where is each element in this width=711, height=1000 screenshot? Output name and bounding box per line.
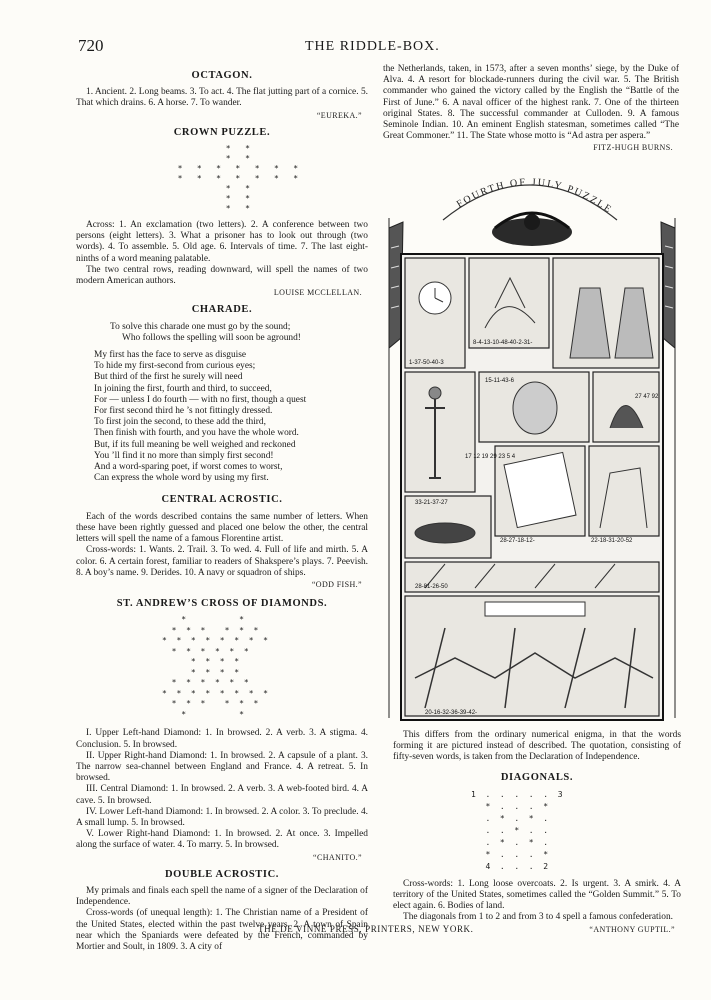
running-head: THE RIDDLE-BOX.: [305, 39, 440, 54]
panel-number-label: 1-37-50-40-3: [409, 360, 444, 366]
diagonals-crosswords: Cross-words: 1. Long loose overcoats. 2. Is urgent. 3. A smirk. 4. A territory of the United States, sometimes called the “Golden Summit.” 5. To elect again. 6. Bodies of land.: [393, 878, 681, 912]
charade-intro-line: Who follows the spelling will soon be aground!: [122, 332, 301, 343]
central-acrostic-signature: “ODD FISH.”: [311, 579, 362, 589]
diagonals-signature: “ANTHONY GUPTIL.”: [589, 924, 675, 934]
central-acrostic-crosswords: Cross-words: 1. Wants. 2. Trail. 3. To wed. 4. Full of life and mirth. 5. A color. 6. A certain forest, familiar to readers of Shakspere’s plays. 7. Peevish. 8. A boy’s name. 9. Derides. 10. A navy or squadron of ships.: [76, 545, 368, 578]
panel-number-label: 28-27-18-12-: [500, 538, 535, 544]
st-andrews-dot-grid: * * * * * * * * * * * * * * * * * * * * * * * * * * * * * * * * * * * * * * * * * * * * * * * * * * * *: [162, 615, 268, 719]
octagon-text: 1. Ancient. 2. Long beams. 3. To act. 4. The flat jutting part of a cornice. 5. That which drains. 6. A horse. 7. To wander.: [76, 87, 368, 109]
poem-line: For — unless I do fourth — with no first, though a quest: [94, 394, 307, 405]
printer-footer: THE DE VINNE PRESS, PRINTERS, NEW YORK.: [258, 924, 474, 934]
poem-line: You ’ll find it no more than simply first second!: [94, 450, 274, 461]
eagle-icon: [492, 213, 572, 246]
charade-poem: [76, 350, 368, 484]
st-andrews-item: V. Lower Right-hand Diamond: 1. In browsed. 2. At once. 3. Impelled along the surface of water. 4. To marry. 5. In browsed.: [76, 829, 368, 851]
diagonals-text: The diagonals from 1 to 2 and from 3 to 4 spell a famous confederation.: [403, 912, 673, 923]
st-andrews-item: III. Central Diamond: 1. In browsed. 2. A verb. 3. A web-footed bird. 4. A cave. 5. In browsed.: [76, 784, 368, 806]
crown-text: Across: 1. An exclamation (two letters). 2. A conference between two persons (eight letters). 3. What a prisoner has to look out through (two words). 4. To assemble. 5. Old age. 6. Intervals of time. 7. The last eight-ninths of a word meaning palatable.: [76, 220, 368, 264]
poem-line: To first join the second, to these add the third,: [94, 417, 266, 428]
charade-title: CHARADE.: [191, 304, 253, 316]
poem-line: My first has the face to serve as disguise: [94, 350, 247, 361]
panel-number-label: 27 47 92: [635, 394, 659, 400]
panel-number-label: 22-18-31-20-52: [591, 538, 633, 544]
st-andrews-item: II. Upper Right-hand Diamond: 1. In browsed. 2. A capsule of a plant. 3. The narrow sea-channel between England and France. 4. A retreat. 5. In browsed.: [76, 750, 368, 784]
octagon-title: OCTAGON.: [191, 70, 253, 81]
poem-line: For first second third he ’s not fittingly dressed.: [94, 406, 273, 417]
panel-number-label: 17 12 19 29 23 5 4: [465, 454, 516, 460]
charade-intro: [76, 322, 368, 344]
crown-text-2: The two central rows, reading downward, will spell the names of two modern American authors.: [76, 264, 368, 287]
double-acrostic-crosswords: Cross-words (of unequal length): 1. The Christian name of a President of the United States, elected within the past twelve years. 2. A town of Spain near which the Spaniards were defeated by the French, commanded by Mortier and Soult, in 1809. 3. A city of: [76, 908, 368, 952]
st-andrews-title: ST. ANDREW’S CROSS OF DIAMONDS.: [116, 598, 328, 610]
panel-number-label: 15-11-43-6: [485, 378, 514, 384]
page-number: 720: [78, 36, 104, 55]
st-andrews-item: I. Upper Left-hand Diamond: 1. In browsed. 2. A verb. 3. A stigma. 4. Conclusion. 5. In browsed.: [76, 728, 368, 750]
poem-line: To hide my first-second from curious eyes;: [94, 361, 256, 372]
right-column: [383, 64, 679, 154]
diagonals-title: DIAGONALS.: [500, 771, 574, 783]
double-acrostic-text: My primals and finals each spell the name of a signer of the Declaration of Independence.: [76, 885, 368, 908]
poem-line: Then finish with fourth, and you have the whole word.: [94, 428, 299, 439]
poem-line: Can express the whole word by using my first.: [94, 473, 269, 484]
double-acrostic-title: DOUBLE ACROSTIC.: [164, 868, 280, 880]
panel-number-label: 8-4-13-10-48-40-2-31-: [473, 340, 533, 346]
panel-number-label: 33-21-37-27: [415, 500, 448, 506]
octagon-signature: “EUREKA.”: [316, 110, 362, 120]
panel-number-label: 28-81-26-50: [415, 584, 448, 590]
crown-dot-grid: * * * * * * * * * * * * * * * * * * * * * * * *: [177, 144, 299, 214]
double-acrostic-signature: FITZ-HUGH BURNS.: [593, 143, 673, 153]
poem-line: And a word-sparing poet, if worst comes to worst,: [94, 462, 283, 473]
charade-intro-line: To solve this charade one must go by the sound;: [110, 321, 291, 332]
st-andrews-signature: “CHANITO.”: [313, 852, 362, 862]
banner-text: FOURTH OF JULY PUZZLE: [454, 176, 615, 217]
poem-line: But, if its full meaning be well weighed and reckoned: [94, 439, 296, 450]
central-acrostic-title: CENTRAL ACROSTIC.: [161, 494, 283, 506]
central-acrostic-text: Each of the words described contains the same number of letters. When these have been rightly guessed and placed one below the other, the central letters will spell the name of a famous Florentine artist.: [76, 511, 368, 545]
double-acrostic-continued: the Netherlands, taken, in 1573, after a seven months’ siege, by the Duke of Alva. 4. A resort for blockade-runners during the civil war. 5. The British commander who gained the victory called by the English the “Battle of the First of June.” 6. A naval officer of the highest rank. 7. One of the thirteen original States. 8. The successful commander at Culloden. 9. A famous Seminole Indian. 10. An eminent English statesman, sometimes called “The Great Commoner.” 11. The State whose motto is “Ad astra per aspera.”: [383, 64, 679, 142]
enigma-note: This differs from the ordinary numerical enigma, in that the words forming it are pictured instead of described. The quotation, consisting of fifty-seven words, is taken from the Declaration of Independence.: [393, 730, 681, 763]
panel-horse: [589, 446, 659, 536]
right-column-lower: [393, 730, 681, 935]
panel-number-label: 20-16-32-36-39-42-: [425, 710, 478, 716]
diagonals-grid: 1 . . . . . 3 * . . . * . * . * . . . * . . . * . * . * . . . * 4 . . . 2: [471, 789, 563, 871]
panel-riders: [469, 258, 549, 348]
poem-line: But third of the first he surely will need: [94, 372, 243, 383]
crown-signature: LOUISE MCCLELLAN.: [273, 288, 362, 298]
fourth-of-july-illustration: [385, 158, 679, 723]
crown-title: CROWN PUZZLE.: [173, 126, 271, 138]
left-column: [76, 64, 368, 953]
st-andrews-item: IV. Lower Left-hand Diamond: 1. In browsed. 2. A color. 3. To preclude. 4. A small lump. 5. In browsed.: [76, 806, 368, 828]
poem-line: In joining the first, fourth and third, to succeed,: [94, 383, 272, 394]
